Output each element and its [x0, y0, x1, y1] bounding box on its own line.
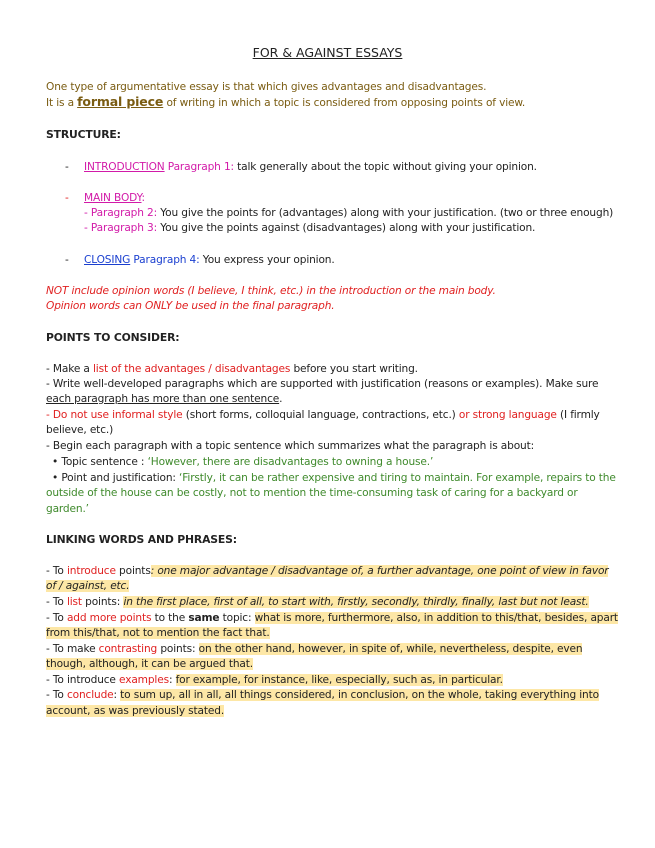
- advantages-list-text: list of the advantages / disadvantages: [92, 363, 291, 375]
- points-line-1: [46, 362, 418, 376]
- formal-piece-text: formal piece: [77, 94, 164, 109]
- list-post: points:: [81, 596, 124, 608]
- points-line-3: [46, 392, 282, 406]
- topic-sentence-example: ‘However, there are disadvantages to owning a house.’: [147, 456, 434, 468]
- list-pre: - To: [46, 596, 67, 608]
- introduction-link[interactable]: INTRODUCTION: [84, 161, 165, 173]
- add-points-line: [46, 611, 618, 625]
- paragraph-2-text: You give the points for (advantages) along with your justification. (two or three enough): [160, 207, 614, 219]
- introduce-line: [46, 564, 608, 578]
- topic-sentence-label: • Topic sentence :: [52, 456, 148, 468]
- intro-line-2-pre: It is a: [46, 97, 78, 109]
- closing-paragraph-label: Paragraph 4:: [130, 254, 203, 266]
- main-body-link[interactable]: MAIN BODY: [84, 192, 142, 204]
- points-line-6: - Begin each paragraph with a topic sentence which summarizes what the paragraph is about:: [46, 440, 535, 452]
- contrast-phrases-2: though, although, it can be argued that.: [46, 658, 253, 670]
- introduce-pre: - To: [46, 565, 67, 577]
- conclude-line: [46, 688, 599, 702]
- closing-text: You express your opinion.: [202, 254, 335, 266]
- same-text: same: [188, 612, 220, 624]
- page-title: FOR & AGAINST ESSAYS: [252, 45, 403, 60]
- list-phrases: in the first place, first of all, to start with, firstly, secondly, thirdly, finally, last but not least.: [123, 596, 589, 608]
- justification-label: • Point and justification:: [52, 472, 180, 484]
- intro-line-2: [46, 95, 525, 110]
- structure-introduction-line: [84, 160, 537, 174]
- introduce-line-2: [46, 579, 129, 593]
- conclude-phrases-2: account, as was previously stated.: [46, 705, 225, 717]
- examples-post: :: [168, 674, 176, 686]
- paragraph-2-label: - Paragraph 2:: [84, 207, 161, 219]
- add-keyword: add more points: [66, 612, 152, 624]
- topic-sentence-line: [52, 455, 433, 469]
- warning-line-2: Opinion words can ONLY be used in the final paragraph.: [46, 300, 335, 312]
- list-keyword: list: [66, 596, 82, 608]
- examples-keyword: examples: [119, 674, 169, 686]
- add-mid: to the: [151, 612, 189, 624]
- justification-example-1: ‘Firstly, it can be rather expensive and tiring to maintain. For example, repairs to the: [179, 472, 616, 484]
- introduction-text: talk generally about the topic without giving your opinion.: [237, 161, 537, 173]
- points-line-1-pre: - Make a: [46, 363, 93, 375]
- points-line-4-mid: (short forms, colloquial language, contractions, etc.): [182, 409, 459, 421]
- points-line-2: - Write well-developed paragraphs which are supported with justification (reasons or examples). Make sure: [46, 378, 599, 390]
- linking-heading: LINKING WORDS AND PHRASES:: [46, 533, 237, 546]
- introduce-post: points: [115, 565, 151, 577]
- structure-main-body-line: [84, 191, 145, 205]
- dash-bullet: -: [65, 161, 69, 173]
- justification-example-3: garden.’: [46, 503, 89, 515]
- dash-bullet: -: [65, 254, 69, 266]
- examples-pre: - To introduce: [46, 674, 120, 686]
- strong-language-text: or strong language: [458, 409, 557, 421]
- add-pre: - To: [46, 612, 67, 624]
- points-heading: POINTS TO CONSIDER:: [46, 331, 180, 344]
- paragraph-3-line: [84, 221, 535, 235]
- dash-bullet: -: [65, 192, 69, 204]
- contrast-line: [46, 642, 582, 656]
- add-points-line-2: [46, 626, 270, 640]
- structure-heading: STRUCTURE:: [46, 128, 121, 141]
- conclude-keyword: conclude: [66, 689, 114, 701]
- justification-line: [52, 471, 616, 485]
- introduction-paragraph-label: Paragraph 1:: [164, 161, 238, 173]
- warning-line-1: NOT include opinion words (I believe, I think, etc.) in the introduction or the main body.: [46, 285, 496, 297]
- points-line-1-post: before you start writing.: [290, 363, 418, 375]
- add-phrases-2: from this/that, not to mention the fact that.: [46, 627, 270, 639]
- conclude-line-2: [46, 704, 224, 718]
- paragraph-3-label: - Paragraph 3:: [84, 222, 161, 234]
- conclude-post: :: [113, 689, 121, 701]
- add-phrases-1: what is more, furthermore, also, in addition to this/that, besides, apart: [254, 612, 618, 624]
- main-body-colon: :: [141, 192, 145, 204]
- informal-style-text: - Do not use informal style: [46, 409, 183, 421]
- contrast-phrases-1: on the other hand, however, in spite of, while, nevertheless, despite, even: [198, 643, 583, 655]
- list-line: [46, 595, 589, 609]
- contrast-keyword: contrasting: [98, 643, 158, 655]
- justification-example-2: outside of the house can be costly, not to mention the time-consuming task of caring for a backyard or: [46, 487, 578, 499]
- introduce-phrases-1: : one major advantage / disadvantage of, a further advantage, one point of view in favor: [150, 565, 609, 577]
- points-line-3-post: .: [279, 393, 283, 405]
- points-line-4: [46, 408, 600, 422]
- points-line-4-post: (I firmly: [556, 409, 600, 421]
- more-than-one-sentence-text: each paragraph has more than one sentence: [46, 393, 280, 405]
- conclude-pre: - To: [46, 689, 67, 701]
- introduce-keyword: introduce: [66, 565, 116, 577]
- examples-phrases: for example, for instance, like, especially, such as, in particular.: [175, 674, 503, 686]
- add-post: topic:: [219, 612, 255, 624]
- contrast-post: points:: [157, 643, 199, 655]
- contrast-pre: - To make: [46, 643, 99, 655]
- contrast-line-2: [46, 657, 253, 671]
- structure-closing-line: [84, 253, 335, 267]
- paragraph-3-text: You give the points against (disadvantages) along with your justification.: [160, 222, 536, 234]
- closing-link[interactable]: CLOSING: [84, 254, 131, 266]
- paragraph-2-line: [84, 206, 613, 220]
- conclude-phrases-1: to sum up, all in all, all things considered, in conclusion, on the whole, taking everything into: [120, 689, 599, 701]
- introduce-phrases-2: of / against, etc.: [46, 580, 130, 592]
- intro-line-1: One type of argumentative essay is that which gives advantages and disadvantages.: [46, 81, 487, 93]
- intro-line-2-post: of writing in which a topic is considered from opposing points of view.: [163, 97, 526, 109]
- points-line-5: believe, etc.): [46, 424, 114, 436]
- examples-line: [46, 673, 503, 687]
